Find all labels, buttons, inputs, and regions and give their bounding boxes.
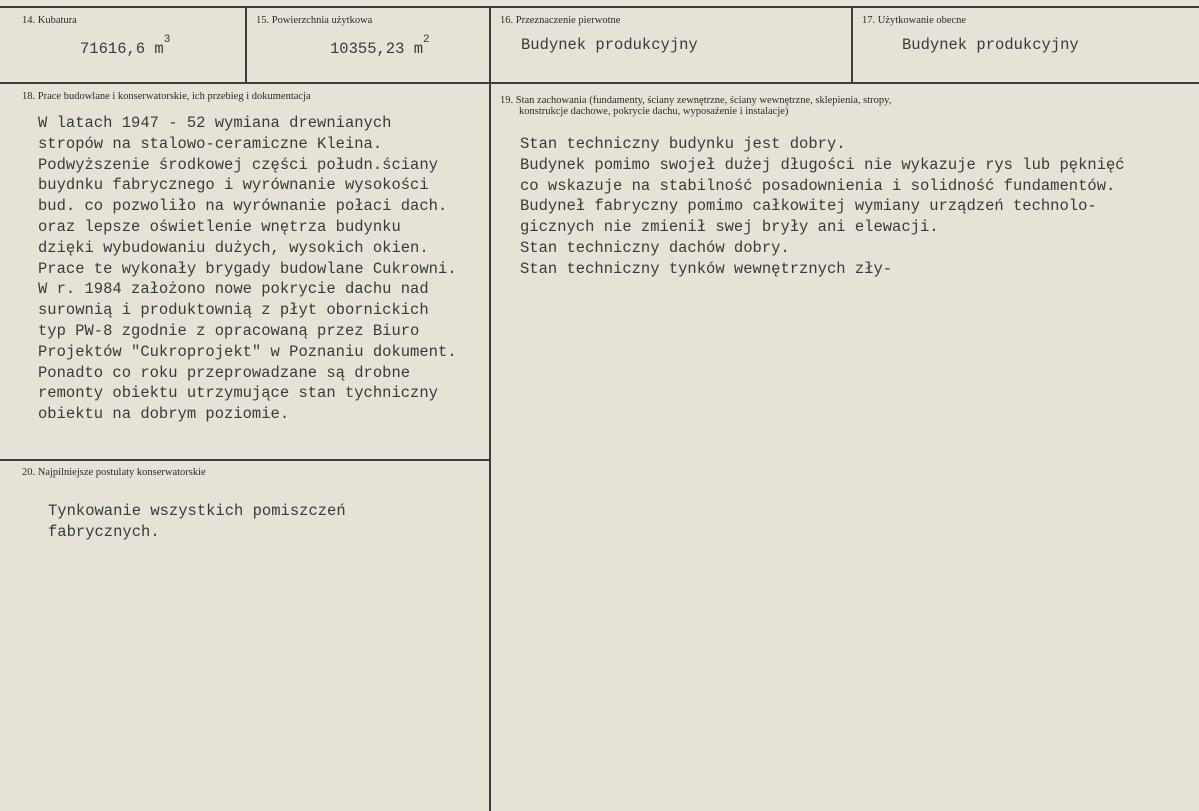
row1-bottom-border bbox=[0, 82, 1199, 84]
text-line: Ponadto co roku przeprowadzane są drobne bbox=[38, 363, 411, 382]
text-line: Stan techniczny tynków wewnętrznych zły- bbox=[520, 259, 893, 278]
text-line: remonty obiektu utrzymujące stan tychniczny bbox=[38, 384, 438, 403]
divider-14-15 bbox=[245, 6, 247, 84]
prace-budowlane-text bbox=[38, 113, 457, 425]
text-line: gicznych nie zmienił swej bryły ani elewacji. bbox=[520, 218, 939, 237]
stan-zachowania-label-line1: 19. Stan zachowania (fundamenty, ściany zewnętrzne, ściany wewnętrzne, sklepienia, stropy, bbox=[500, 95, 892, 106]
divider-16-17 bbox=[851, 6, 853, 84]
field18-bottom-border bbox=[0, 459, 490, 461]
postulaty-text bbox=[48, 501, 346, 543]
top-border bbox=[0, 6, 1199, 8]
uzytkowanie-label: 17. Użytkowanie obecne bbox=[862, 15, 967, 26]
powierzchnia-label: 15. Powierzchnia użytkowa bbox=[256, 15, 373, 26]
przeznaczenie-label: 16. Przeznaczenie pierwotne bbox=[500, 15, 621, 26]
text-line: fabrycznych. bbox=[48, 522, 160, 541]
stan-zachowania-label-line2: konstrukcje dachowe, pokrycie dachu, wyposażenie i instalacje) bbox=[519, 106, 789, 117]
prace-budowlane-label: 18. Prace budowlane i konserwatorskie, ich przebieg i dokumentacja bbox=[22, 91, 311, 102]
text-line: Podwyższenie środkowej części połudn.ściany bbox=[38, 155, 438, 174]
przeznaczenie-value: Budynek produkcyjny bbox=[521, 36, 698, 54]
text-line: Tynkowanie wszystkich pomiszczeń bbox=[48, 502, 346, 520]
kubatura-value: 71616,6 $m^3$ bbox=[80, 34, 171, 58]
divider-15-16 bbox=[489, 6, 491, 811]
text-line: Projektów "Cukroprojekt" w Poznaniu dokument. bbox=[38, 342, 457, 361]
text-line: obiektu na dobrym poziomie. bbox=[38, 405, 290, 424]
stan-zachowania-text bbox=[520, 134, 1125, 280]
text-line: buydnku fabrycznego i wyrównanie wysokości bbox=[38, 176, 429, 195]
text-line: Prace te wykonały brygady budowlane Cukrowni. bbox=[38, 259, 457, 278]
powierzchnia-value: 10355,23 $m^2$ bbox=[330, 34, 430, 58]
text-line: Budyneł fabryczny pomimo całkowitej wymiany urządzeń technolo- bbox=[520, 197, 1097, 216]
text-line: Stan techniczny dachów dobry. bbox=[520, 238, 790, 257]
text-line: oraz lepsze oświetlenie wnętrza budynku bbox=[38, 217, 401, 236]
text-line: surownią i produktownią z płyt obornickich bbox=[38, 301, 429, 320]
text-line: stropów na stalowo-ceramiczne Kleina. bbox=[38, 134, 383, 153]
text-line: Stan techniczny budynku jest dobry. bbox=[520, 135, 846, 153]
text-line: dzięki wybudowaniu dużych, wysokich okien. bbox=[38, 238, 429, 257]
uzytkowanie-value: Budynek produkcyjny bbox=[902, 36, 1079, 54]
postulaty-label: 20. Najpilniejsze postulaty konserwatorskie bbox=[22, 467, 206, 478]
text-line: bud. co pozwoliło na wyrównanie połaci dach. bbox=[38, 197, 448, 216]
text-line: co wskazuje na stabilność posadownienia i solidność fundamentów. bbox=[520, 176, 1116, 195]
text-line: W latach 1947 - 52 wymiana drewnianych bbox=[38, 114, 392, 132]
text-line: typ PW-8 zgodnie z opracowaną przez Biuro bbox=[38, 321, 420, 340]
text-line: W r. 1984 założono nowe pokrycie dachu nad bbox=[38, 280, 429, 299]
text-line: Budynek pomimo swojeł dużej długości nie wykazuje rys lub pęknięć bbox=[520, 155, 1125, 174]
kubatura-label: 14. Kubatura bbox=[22, 15, 77, 26]
